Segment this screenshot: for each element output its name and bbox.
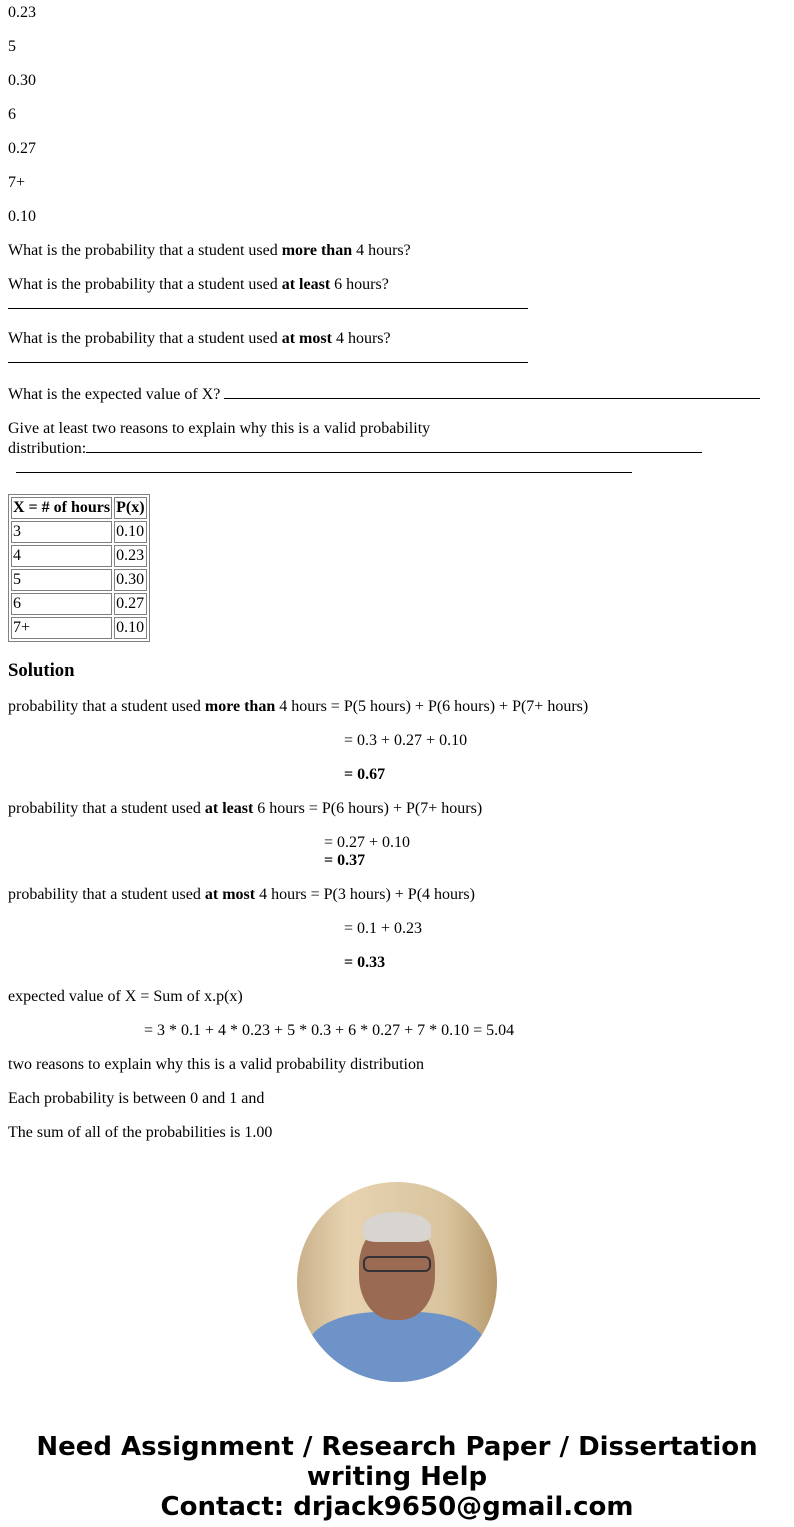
solution-step: = 0.3 + 0.27 + 0.10: [344, 732, 468, 749]
avatar-hair: [363, 1212, 431, 1242]
solution-text: 6 hours = P(6 hours) + P(7+ hours): [253, 800, 483, 817]
value-text: 5: [8, 38, 16, 55]
result-prefix: =: [344, 766, 358, 783]
reason-1: Each probability is between 0 and 1 and: [8, 1090, 265, 1107]
question-text: What is the probability that a student used: [8, 276, 282, 293]
result-prefix: =: [344, 954, 358, 971]
table-cell: 0.23: [114, 545, 146, 567]
avatar-shirt: [307, 1312, 487, 1382]
solution-emphasis: more than: [204, 698, 276, 715]
table-cell: 6: [11, 593, 112, 615]
table-row: [11, 569, 147, 591]
solution-text: probability that a student used: [8, 886, 205, 903]
solution-more-than: [8, 698, 786, 716]
table-cell: 4: [11, 545, 112, 567]
avatar-glasses: [363, 1256, 431, 1272]
question-emphasis: at least: [281, 276, 331, 293]
table-header-row: [11, 497, 147, 519]
question-valid-distribution: [8, 420, 786, 478]
value-text: 0.27: [8, 140, 36, 157]
footer-line: writing Help: [306, 1462, 488, 1492]
table-cell: 0.10: [114, 617, 146, 639]
table-cell: 0.10: [114, 521, 146, 543]
solution-result: [8, 954, 786, 972]
solution-text: 4 hours = P(3 hours) + P(4 hours): [255, 886, 475, 903]
solution-step: = 3 * 0.1 + 4 * 0.23 + 5 * 0.3 + 6 * 0.27 + 7 * 0.10 = 5.04: [144, 1022, 515, 1039]
probability-table: [8, 494, 150, 642]
table-cell: 0.27: [114, 593, 146, 615]
question-text: Give at least two reasons to explain why this is a valid probability: [8, 420, 431, 437]
author-avatar: [297, 1182, 497, 1382]
solution-at-least: [8, 800, 786, 818]
question-at-least: [8, 276, 786, 314]
answer-blank: [86, 438, 702, 453]
value-text: 6: [8, 106, 16, 123]
value-text: 0.30: [8, 72, 36, 89]
table-row: [11, 617, 147, 639]
solution-text: probability that a student used: [8, 698, 205, 715]
solution-reasons: two reasons to explain why this is a valid probability distribution: [8, 1056, 424, 1073]
result-value: 0.67: [357, 766, 386, 783]
solution-result: [8, 766, 786, 784]
question-text: 4 hours?: [331, 330, 391, 347]
footer-contact: Contact: drjack9650@gmail.com: [160, 1492, 634, 1522]
contact-footer: [0, 1432, 794, 1522]
question-text: What is the probability that a student used: [8, 330, 282, 347]
result-value: = 0.37: [324, 852, 366, 869]
question-text: What is the expected value of X?: [8, 386, 225, 403]
table-cell: 5: [11, 569, 112, 591]
document: [0, 4, 794, 1382]
solution-at-most: [8, 886, 786, 904]
column-header: P(x): [114, 497, 146, 519]
solution-heading: Solution: [8, 660, 75, 681]
solution-text: 4 hours = P(5 hours) + P(6 hours) + P(7+ hours): [275, 698, 589, 715]
answer-blank: [16, 458, 632, 473]
table-cell: 0.30: [114, 569, 146, 591]
result-value: 0.33: [357, 954, 386, 971]
table-row: [11, 521, 147, 543]
question-text: distribution:: [8, 440, 87, 457]
value-text: 0.10: [8, 208, 36, 225]
question-expected-value: [8, 384, 786, 404]
solution-text: probability that a student used: [8, 800, 205, 817]
table-cell: 3: [11, 521, 112, 543]
solution-emphasis: at most: [204, 886, 256, 903]
column-header: X = # of hours: [11, 497, 112, 519]
question-emphasis: more than: [281, 242, 353, 259]
answer-blank: [224, 384, 760, 399]
value-text: 7+: [8, 174, 26, 191]
table-row: [11, 545, 147, 567]
question-emphasis: at most: [281, 330, 332, 347]
question-more-than: [8, 242, 786, 260]
question-text: What is the probability that a student used: [8, 242, 282, 259]
table-cell: 7+: [11, 617, 112, 639]
step-text: = 0.27 + 0.10: [324, 834, 411, 851]
question-text: 6 hours?: [330, 276, 389, 293]
solution-step: = 0.1 + 0.23: [344, 920, 423, 937]
reason-2: The sum of all of the probabilities is 1.00: [8, 1124, 273, 1141]
solution-emphasis: at least: [204, 800, 254, 817]
solution-expected-value: expected value of X = Sum of x.p(x): [8, 988, 243, 1005]
value-text: 0.23: [8, 4, 36, 21]
solution-step: [8, 834, 786, 870]
question-text: 4 hours?: [352, 242, 411, 259]
answer-blank: [8, 348, 528, 363]
footer-line: Need Assignment / Research Paper / Dissertation: [36, 1432, 758, 1462]
question-at-most: [8, 330, 786, 368]
answer-blank: [8, 294, 528, 309]
table-row: [11, 593, 147, 615]
